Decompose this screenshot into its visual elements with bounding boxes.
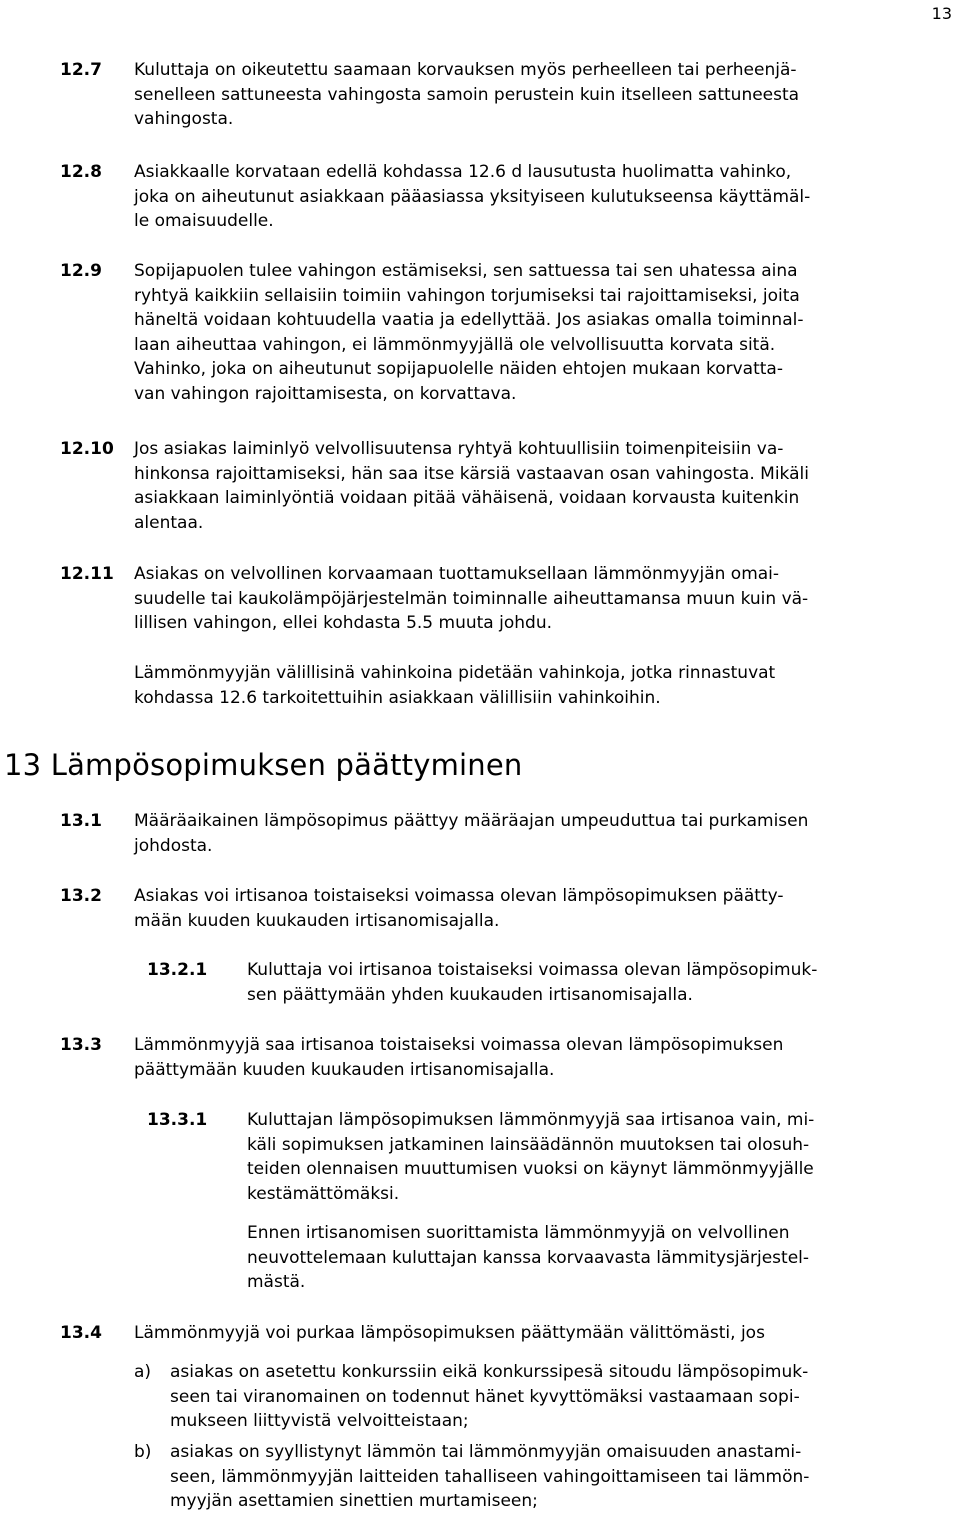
- text-line: Asiakkaalle korvataan edellä kohdassa 12.6 d lausutusta huolimatta vahinko,: [134, 162, 792, 182]
- text-line: Sopijapuolen tulee vahingon estämiseksi, sen sattuessa tai sen uhatessa aina: [134, 261, 798, 281]
- text-line: suudelle tai kaukolämpöjärjestelmän toiminnalle aiheuttamansa muun kuin vä-: [134, 588, 809, 609]
- text-line: lillisen vahingon, ellei kohdasta 5.5 muuta johdu.: [134, 613, 552, 633]
- text-line: seen, lämmönmyyjän laitteiden tahalliseen vahingoittamiseen tai lämmön-: [170, 1466, 810, 1487]
- clause-number: 13.3.1: [147, 1110, 208, 1130]
- text-line: Jos asiakas laiminlyö velvollisuutensa ryhtyä kohtuullisiin toimenpiteisiin va-: [134, 439, 784, 459]
- text-line: Lämmönmyyjä voi purkaa lämpösopimuksen päättymään välittömästi, jos: [134, 1323, 765, 1343]
- clause-number: 13.1: [60, 811, 102, 831]
- clause-number: 13.3: [60, 1035, 102, 1055]
- text-line: le omaisuudelle.: [134, 211, 274, 231]
- clause-12-11: [60, 562, 954, 636]
- text-line: senelleen sattuneesta vahingosta samoin perustein kuin itselleen sattuneesta: [134, 84, 800, 105]
- clause-13-2-1: [147, 958, 937, 1007]
- clause-12-10: [60, 437, 954, 535]
- clause-13-4: [60, 1321, 954, 1346]
- text-line: kohdassa 12.6 tarkoitettuihin asiakkaan välillisiin vahinkoihin.: [134, 687, 661, 708]
- list-text: [170, 1440, 950, 1514]
- clause-text: [134, 1033, 954, 1082]
- text-line: Kuluttaja voi irtisanoa toistaiseksi voimassa olevan lämpösopimuk-: [247, 960, 818, 980]
- clause-text: [134, 661, 954, 710]
- clause-text: [247, 1221, 937, 1295]
- text-line: Vahinko, joka on aiheutunut sopijapuolelle näiden ehtojen mukaan korvatta-: [134, 359, 783, 379]
- list-letter: b): [134, 1442, 152, 1462]
- text-line: Asiakas voi irtisanoa toistaiseksi voimassa olevan lämpösopimuksen päätty-: [134, 886, 784, 906]
- text-line: van vahingon rajoittamisesta, on korvattava.: [134, 383, 517, 404]
- text-line: myyjän asettamien sinettien murtamiseen;: [170, 1491, 538, 1511]
- text-line: Kuluttaja on oikeutettu saamaan korvauksen myös perheelleen tai perheenjä-: [134, 60, 797, 80]
- clause-number: 13.2.1: [147, 960, 208, 980]
- clause-12-9: [60, 259, 954, 406]
- text-line: mään kuuden kuukauden irtisanomisajalla.: [134, 910, 500, 931]
- text-line: asiakas on syyllistynyt lämmön tai lämmönmyyjän omaisuuden anastami-: [170, 1442, 802, 1462]
- clause-number: 13.4: [60, 1323, 102, 1343]
- text-line: Ennen irtisanomisen suorittamista lämmönmyyjä on velvollinen: [247, 1223, 790, 1243]
- clause-13-1: [60, 809, 954, 858]
- text-line: johdosta.: [134, 835, 213, 856]
- clause-number: 12.7: [60, 60, 102, 80]
- text-line: Lämmönmyyjän välillisinä vahinkoina pidetään vahinkoja, jotka rinnastuvat: [134, 663, 776, 683]
- text-line: kestämättömäksi.: [247, 1183, 400, 1204]
- clause-text: [134, 58, 954, 132]
- clause-text: [134, 809, 954, 858]
- clause-text: [134, 1321, 954, 1346]
- text-line: mukseen liittyvistä velvoitteistaan;: [170, 1411, 469, 1431]
- list-letter: a): [134, 1362, 152, 1382]
- text-line: häneltä voidaan kohtuudella vaatia ja edellyttää. Jos asiakas omalla toiminnal-: [134, 310, 804, 330]
- clause-text: [247, 1108, 937, 1206]
- clause-text: [134, 562, 954, 636]
- clause-text: [134, 259, 954, 406]
- section-heading: 13 Lämpösopimuksen päättyminen: [4, 748, 523, 782]
- text-line: alentaa.: [134, 512, 204, 533]
- text-line: seen tai viranomainen on todennut hänet kyvyttömäksi vastaamaan sopi-: [170, 1386, 800, 1407]
- list-item-b: [60, 1440, 950, 1514]
- clause-text: [247, 958, 937, 1007]
- clause-text: [134, 884, 954, 933]
- text-line: Lämmönmyyjä saa irtisanoa toistaiseksi voimassa olevan lämpösopimuksen: [134, 1035, 784, 1055]
- list-text: [170, 1360, 950, 1434]
- text-line: mästä.: [247, 1272, 306, 1292]
- clause-number: 12.11: [60, 564, 114, 584]
- list-item-a: [60, 1360, 950, 1434]
- clause-13-3: [60, 1033, 954, 1082]
- clause-number: 12.10: [60, 439, 114, 459]
- clause-text: [134, 437, 954, 535]
- clause-12-7: [60, 58, 954, 132]
- text-line: Määräaikainen lämpösopimus päättyy määräajan umpeuduttua tai purkamisen: [134, 811, 809, 831]
- clause-12-11-paragraph: [60, 661, 954, 710]
- text-line: vahingosta.: [134, 109, 234, 129]
- clause-text: [134, 160, 954, 234]
- clause-number: 13.2: [60, 886, 102, 906]
- clause-number: 12.9: [60, 261, 102, 281]
- text-line: päättymään kuuden kuukauden irtisanomisajalla.: [134, 1059, 555, 1080]
- clause-13-3-1: [147, 1108, 937, 1206]
- text-line: teiden olennaisen muuttumisen vuoksi on käynyt lämmönmyyjälle: [247, 1159, 814, 1179]
- text-line: asiakkaan laiminlyöntiä voidaan pitää vähäisenä, voidaan korvausta kuitenkin: [134, 488, 800, 508]
- text-line: hinkonsa rajoittamiseksi, hän saa itse kärsiä vastaavan osan vahingosta. Mikäli: [134, 463, 809, 484]
- clause-12-8: [60, 160, 954, 234]
- text-line: Kuluttajan lämpösopimuksen lämmönmyyjä saa irtisanoa vain, mi-: [247, 1110, 815, 1130]
- text-line: laan aiheuttaa vahingon, ei lämmönmyyjällä ole velvollisuutta korvata sitä.: [134, 334, 776, 355]
- clause-13-3-1-paragraph: [147, 1221, 937, 1295]
- text-line: asiakas on asetettu konkurssiin eikä konkurssipesä sitoudu lämpösopimuk-: [170, 1362, 809, 1382]
- text-line: neuvottelemaan kuluttajan kanssa korvaavasta lämmitysjärjestel-: [247, 1247, 810, 1268]
- text-line: käli sopimuksen jatkaminen lainsäädännön muutoksen tai olosuh-: [247, 1134, 810, 1155]
- clause-number: 12.8: [60, 162, 102, 182]
- text-line: ryhtyä kaikkiin sellaisiin toimiin vahingon torjumiseksi tai rajoittamiseksi, joita: [134, 285, 800, 306]
- text-line: joka on aiheutunut asiakkaan pääasiassa yksityiseen kulutukseensa käyttämäl-: [134, 186, 811, 207]
- text-line: Asiakas on velvollinen korvaamaan tuottamuksellaan lämmönmyyjän omai-: [134, 564, 780, 584]
- text-line: sen päättymään yhden kuukauden irtisanomisajalla.: [247, 984, 693, 1005]
- clause-13-2: [60, 884, 954, 933]
- page-number: 13: [931, 4, 952, 23]
